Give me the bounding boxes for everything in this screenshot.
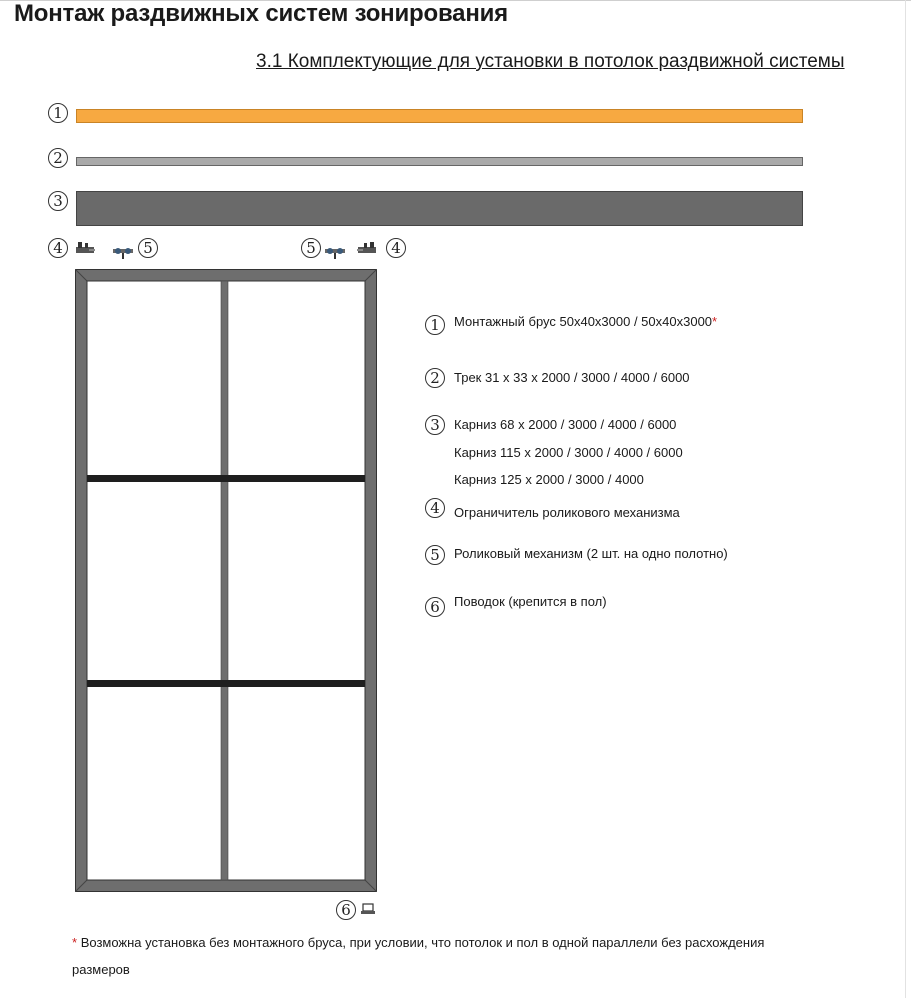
legend-item-1 (454, 314, 717, 329)
legend-marker-4: 4 (425, 498, 445, 518)
track-bar (76, 157, 803, 166)
footnote (72, 929, 772, 983)
legend-marker-2: 2 (425, 368, 445, 388)
legend-item-2: Трек 31 х 33 х 2000 / 3000 / 4000 / 6000 (454, 370, 690, 385)
roller-icon-right (324, 244, 346, 260)
legend-item-3-line-2: Карниз 115 х 2000 / 3000 / 4000 / 6000 (454, 445, 683, 460)
roller-icon-left (112, 244, 134, 260)
marker-5-right: 5 (301, 238, 321, 258)
marker-5-left: 5 (138, 238, 158, 258)
door-panel-drawing (75, 269, 377, 892)
marker-3: 3 (48, 191, 68, 211)
leash-icon (360, 902, 376, 916)
legend-item-6: Поводок (крепится в пол) (454, 594, 607, 609)
marker-2: 2 (48, 148, 68, 168)
marker-4-left: 4 (48, 238, 68, 258)
legend-item-1-text: Монтажный брус 50х40х3000 / 50х40х3000 (454, 314, 713, 329)
legend-marker-6: 6 (425, 597, 445, 617)
stopper-icon-left (74, 240, 96, 256)
stopper-icon-right (356, 240, 378, 256)
footnote-asterisk: * (72, 935, 78, 950)
legend-item-4: Ограничитель роликового механизма (454, 505, 680, 520)
mounting-beam-bar (76, 109, 803, 123)
marker-6: 6 (336, 900, 356, 920)
page-title: Монтаж раздвижных систем зонирования (14, 0, 508, 27)
legend-item-1-asterisk: * (712, 314, 718, 329)
section-subtitle: 3.1 Комплектующие для установки в потолок раздвижной системы (256, 51, 845, 72)
legend-marker-5: 5 (425, 545, 445, 565)
legend-item-5: Роликовый механизм (2 шт. на одно полотно) (454, 546, 728, 561)
cornice-bar (76, 191, 803, 226)
legend-marker-3: 3 (425, 415, 445, 435)
footnote-text: Возможна установка без монтажного бруса, при условии, что потолок и пол в одной параллели без расхождения размеров (72, 935, 765, 977)
right-border (905, 0, 906, 998)
legend-item-3-line-1: Карниз 68 х 2000 / 3000 / 4000 / 6000 (454, 417, 677, 432)
marker-4-right: 4 (386, 238, 406, 258)
marker-1: 1 (48, 103, 68, 123)
legend-marker-1: 1 (425, 315, 445, 335)
legend-item-3-line-3: Карниз 125 х 2000 / 3000 / 4000 (454, 472, 644, 487)
